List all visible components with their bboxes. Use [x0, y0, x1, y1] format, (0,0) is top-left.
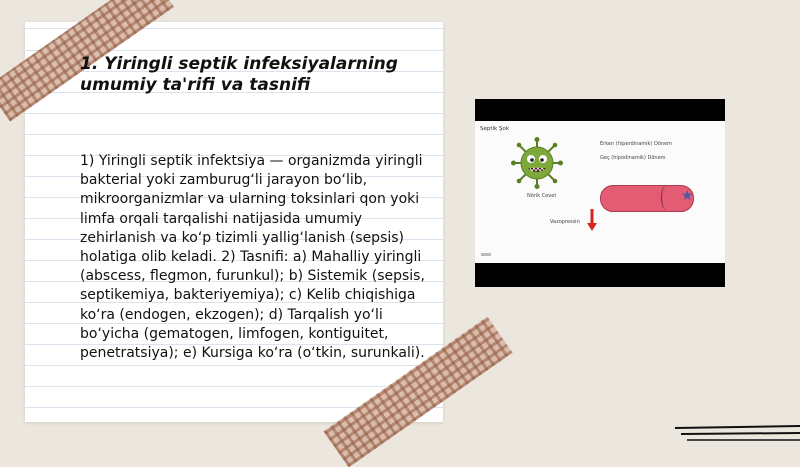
embedded-line-late: Geç (hipodinamik) Dönem	[600, 155, 666, 161]
embedded-bottom-label: Vazopressin	[550, 219, 580, 225]
slide-body-text: 1) Yiringli septik infektsiya — organizmda yiringli bakterial yoki zamburug‘li jarayon bo‘lib, mikroorganizmlar va ularning toksinlari qon yoki limfa orqali tarqalishi natijasida umumiy zehirlanish va ko‘p tizimli yallig‘lanish (sepsis) holatiga olib keladi. 2) Tasnifi: a) Mahalliy yiringli (abscess, flegmon, furunkul); b) Sistemik (sepsis, septikemiya, bakteriyemiya); c) Kelib chiqishiga ko‘ra (endogen, ekzogen); d) Tarqalish yo‘li bo‘yicha (gematogen, limfogen, kontiguitet, penetratsiya); e) Kursiga ko‘ra (o‘tkin, surunkali).	[80, 153, 425, 362]
embedded-left-label: Nörik Cevet	[527, 193, 557, 199]
embedded-bar-mark	[661, 185, 672, 210]
down-arrow-icon	[587, 209, 597, 231]
virus-icon	[511, 137, 563, 189]
embedded-slide-content	[475, 121, 725, 263]
embedded-red-bar	[600, 185, 694, 212]
embedded-slide-logo	[481, 253, 491, 256]
embedded-slide-image	[475, 99, 725, 287]
embedded-slide-label: Septik Şok	[480, 126, 510, 132]
decorative-lines	[675, 422, 800, 442]
star-icon: ★	[681, 188, 694, 204]
embedded-line-early: Erken (hiperdinamik) Dönem	[600, 141, 673, 147]
slide-title: 1. Yiringli septik infeksiyalarning umumiy ta'rifi va tasnifi	[80, 54, 398, 95]
